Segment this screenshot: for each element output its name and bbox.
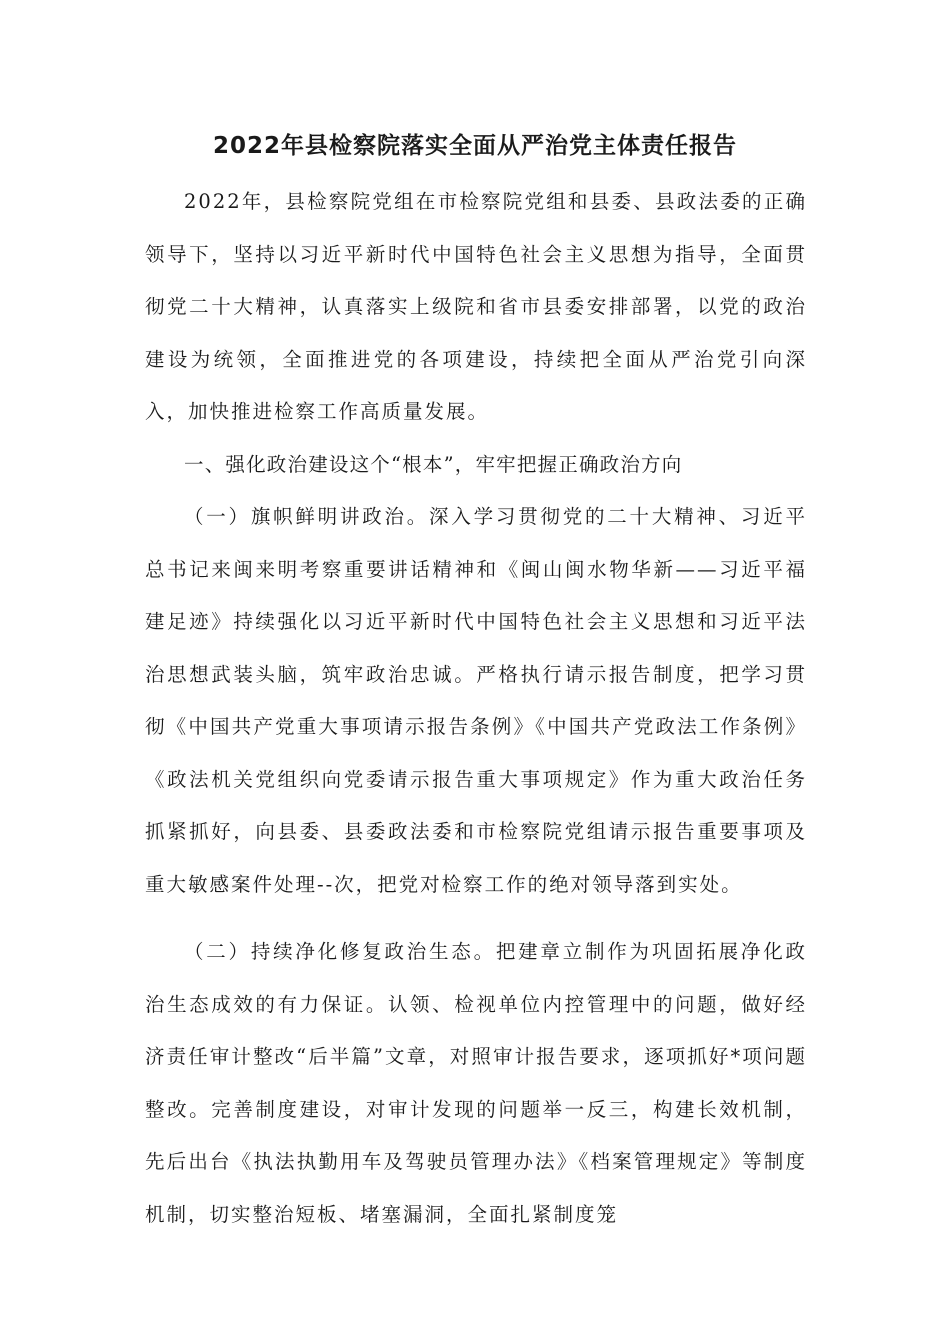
document-title: 2022年县检察院落实全面从严治党主体责任报告	[212, 133, 737, 159]
intro-paragraph: 2022年，县检察院党组在市检察院党组和县委、县政法委的正确领导下，坚持以习近平新时代中国特色社会主义思想为指导，全面贯彻党二十大精神，认真落实上级院和省市县委安排部署，以党的政治建设为统领，全面推进党的各项建设，持续把全面从严治党引向深入，加快推进检察工作高质量发展。	[145, 190, 807, 423]
document-body	[145, 176, 807, 1241]
subsection-paragraph-1: （一）旗帜鲜明讲政治。深入学习贯彻党的二十大精神、习近平总书记来闽来明考察重要讲话精神和《闽山闽水物华新——习近平福建足迹》持续强化以习近平新时代中国特色社会主义思想和习近平法治思想武装头脑，筑牢政治忠诚。严格执行请示报告制度，把学习贯彻《中国共产党重大事项请示报告条例》《中国共产党政法工作条例》《政法机关党组织向党委请示报告重大事项规定》作为重大政治任务抓紧抓好，向县委、县委政法委和市检察院党组请示报告重要事项及重大敏感案件处理--次，把党对检察工作的绝对领导落到实处。	[145, 505, 807, 896]
section-heading-1: 一、强化政治建设这个“根本”，牢牢把握正确政治方向	[184, 452, 683, 476]
subsection-paragraph-2: （二）持续净化修复政治生态。把建章立制作为巩固拓展净化政治生态成效的有力保证。认领、检视单位内控管理中的问题，做好经济责任审计整改“后半篇”文章，对照审计报告要求，逐项抓好*项问题整改。完善制度建设，对审计发现的问题举一反三，构建长效机制，先后出台《执法执勤用车及驾驶员管理办法》《档案管理规定》等制度机制，切实整治短板、堵塞漏洞，全面扎紧制度笼	[145, 940, 807, 1226]
